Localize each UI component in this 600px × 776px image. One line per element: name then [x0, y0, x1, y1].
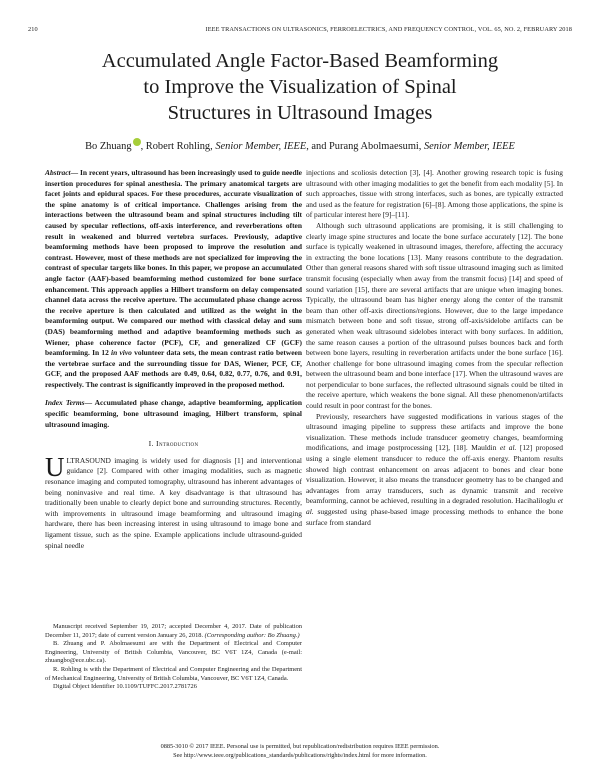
abstract-label: Abstract — [45, 168, 71, 177]
p3-text-a: Previously, researchers have suggested modifications in various stages of the ultrasound imaging pipeline to suppress these artifacts and improve the bone visualization. These methods include transducer geometry changes, beamforming modifications, and image postprocessing [12], [18]. Mauldin — [306, 411, 563, 453]
right-paragraph-2: Although such ultrasound applications are promising, it is still challenging to clearly image spine structures and locate the bone surface accurately [12]. The bone surface is typically weakened in ultrasound images, therefore, affecting the accuracy in extracting the bone locations [13]. Many reasons contribute to the degradation. Other than general reasons shared with soft tissue ultrasound imaging such as limited transmit focusing (especially when away from the transmit focus) [14] and speed of sound variation [15], there are several artifacts that are unique when imaging bones. Typically, the ultrasound beam has higher energy along the center of the transmit beam than other off-axis directions/regions. However, due to the large impedance mismatch between bone and soft tissue, strong off-axis/sidelobe artifacts can be generated when weak ultrasound sidelobes interact with bony surfaces. In addition, the same reason causes a portion of the ultrasound pulses bounces back and forth between bone layers, resulting in reverberation artifacts under the bone surface [16]. Another challenge for bone ultrasound imaging comes from the specular reflection between the ultrasound beam and bone interface [17]. When the ultrasound waves are not perpendicular to bone surfaces, the reflected ultrasound signals could be tilted in the receive aperture, which weakens the bone signal. All these phenomenon/artifacts could result in poor contrast for the bones. — [306, 220, 563, 411]
abstract-paragraph — [45, 168, 302, 390]
copyright-line-1: 0885-3010 © 2017 IEEE. Personal use is permitted, but republication/redistribution requires IEEE permission. — [160, 743, 440, 750]
author-2-role: Senior Member, IEEE — [215, 141, 307, 152]
copyright-notice — [30, 743, 570, 760]
left-column — [45, 168, 302, 551]
section-title: Introduction — [156, 439, 199, 449]
title-line-2: to Improve the Visualization of Spinal — [143, 76, 457, 98]
title-line-3: Structures in Ultrasound Images — [167, 102, 433, 124]
index-terms-label: Index Terms — [45, 398, 85, 408]
section-heading — [45, 439, 302, 450]
author-2: , Robert Rohling, — [140, 141, 216, 152]
abstract — [45, 168, 302, 430]
intro-first-word: LTRASOUND — [66, 455, 111, 465]
abstract-text-1: — In recent years, ultrasound has been increasingly used to guide needle insertion procedures for spinal anesthesia. The primary anatomical targets are facet joints and epidural spaces. For these procedures, accurate visualization of the spine anatomy is of critical importance. Challenges arising from the interactions between the ultrasound beam and spinal structures including tilt caused by specular reflections, off-axis interference, and reverberations often result in weakened and blurred vertebra surfaces. Previously, adaptive beamforming methods have been proposed to improve the resolution and contrast. However, most of these methods are not specialized for improving the contrast of specular targets like bones. In this paper, we propose an accumulated angle factor (AAF)-based beamforming method customized for bone surface enhancement. This approach applies a Hilbert transform on delay compensated channel data across the receive aperture. The accumulated phase change across the receive aperture is then calculated and utilized as the weight in the beamforming output. We compared our method with classical delay and sum (DAS) beamforming method and adaptive beamforming methods such as Wiener, phase coherence factor (PCF), CF, and generalized CF (GCF) beamforming. In 12 — [45, 168, 302, 358]
index-terms — [45, 398, 302, 430]
intro-text: imaging is widely used for diagnosis [1] and interventional guidance [2]. Compared with other imaging modalities, such as magnetic resonance imaging and computed tomography, ultrasound has inherent advantages of being noninvasive and real time. A key disadvantage is that ultrasound has traditionally been unable to clearly depict bone and surrounding structures. Recently, with improvements in ultrasound image beamforming and ultrasound imaging hardware, there has been increasing interest in using ultrasound to image bone and ligament tissue, such as the spine. Example applications include ultrasound-guided spinal needle — [45, 455, 302, 550]
title-line-1: Accumulated Angle Factor-Based Beamforming — [101, 50, 499, 72]
footnote-received — [45, 623, 302, 640]
footnote-affiliation-2: R. Rohling is with the Department of Electrical and Computer Engineering and the Department of Mechanical Engineering, University of British Columbia, Vancouver, BC V6T 1Z4, Canada. — [45, 665, 302, 682]
paper-title — [40, 48, 560, 126]
footnotes — [45, 623, 302, 692]
intro-paragraph — [45, 451, 302, 551]
corresponding-author: (Corresponding author: Bo Zhuang.) — [204, 631, 300, 639]
index-terms-text: — Accumulated phase change, adaptive beamforming, application specific beamforming, bone ultrasound imaging, Hilbert transform, spinal ultrasound imaging. — [45, 398, 302, 429]
right-column — [306, 168, 563, 528]
received-text: Manuscript received September 19, 2017; accepted December 4, 2017. Date of publication December 11, 2017; date of current version January 26, 2018. — [45, 623, 302, 639]
p3-text-b: [12] proposed using a single element transducer to reduce the off-axis energy. Phantom results showed high contrast enhancement on areas adjacent to bones and clear bone visualization. However, it also means the transducer geometry has to be changed and advantages from array transducers, such as dynamic transmit and receive beamforming, cannot be achieved, resulting in a degraded resolution. Hacihaliloglu — [306, 443, 563, 506]
page-number: 210 — [28, 26, 38, 33]
right-paragraph-3 — [306, 412, 563, 529]
abstract-text-2: volunteer data sets, the mean contrast ratio between the vertebrae surface and the surrounding tissue for DAS, Wiener, PCF, CF, GCF, and the proposed AAF methods are 0.49, 0.64, 0.82, 0.77, 0.76, and 0.91, respectively. The contrast is significantly improved in the proposed method. — [45, 348, 302, 389]
running-head — [28, 26, 572, 36]
p3-etal-2: et al. — [306, 496, 563, 516]
p3-etal-1: et al. — [499, 443, 517, 453]
orcid-icon[interactable] — [133, 138, 141, 146]
abstract-italic: in vivo — [111, 348, 132, 358]
author-3-role: Senior Member, IEEE — [423, 141, 515, 152]
author-3: , and Purang Abolmaesumi, — [306, 141, 424, 152]
right-paragraph-1: injections and scoliosis detection [3], [4]. Another growing research topic is fusing ultrasound with other imaging modalities to get the benefit from each modality [5]. In such approaches, tissue with strong interfaces, such as bones, are typically extracted and used as the feature for registration [6]–[8]. Among those applications, the spine is of particular interest here [9]–[11]. — [306, 168, 563, 220]
copyright-line-2: See http://www.ieee.org/publications_standards/publications/rights/index.html for more information. — [173, 751, 427, 759]
author-list — [30, 138, 570, 153]
journal-header: IEEE TRANSACTIONS ON ULTRASONICS, FERROELECTRICS, AND FREQUENCY CONTROL, VOL. 65, NO. 2, FEBRUARY 2018 — [205, 26, 572, 33]
footnote-doi: Digital Object Identifier 10.1109/TUFFC.2017.2781726 — [53, 683, 197, 691]
section-number: I. — [148, 439, 154, 449]
footnote-affiliation-1: B. Zhuang and P. Abolmaesumi are with the Department of Electrical and Computer Engineering, University of British Columbia, Vancouver, BC V6T 1Z4, Canada (e-mail: zhuangbo@ece.ubc.ca). — [45, 640, 302, 665]
author-1: Bo Zhuang — [85, 141, 132, 152]
p3-text-c: suggested using phase-based image processing methods to enhance the bone surface from standard — [306, 507, 563, 527]
drop-cap: U — [45, 451, 65, 482]
